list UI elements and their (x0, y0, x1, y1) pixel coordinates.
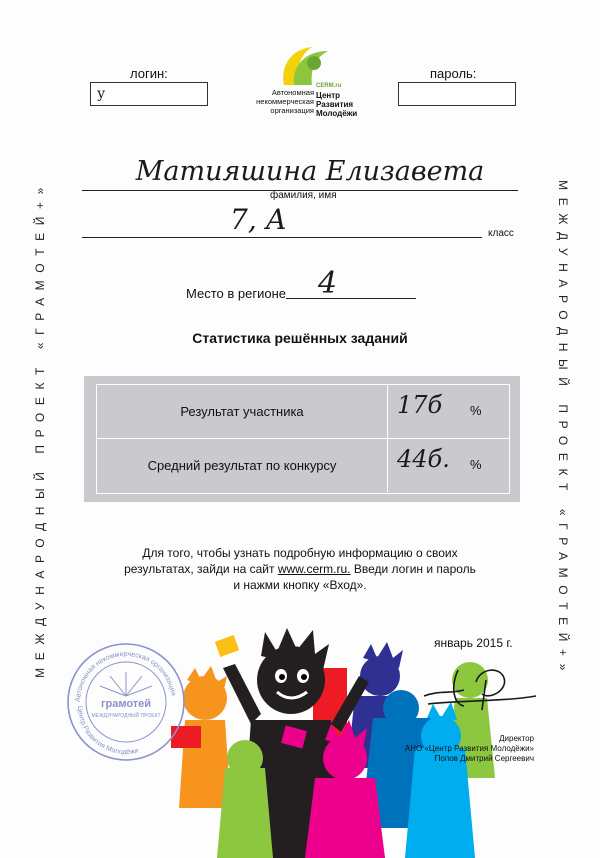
logo-line2: Развития (316, 100, 354, 109)
info-text (80, 545, 520, 593)
participant-unit: % (470, 403, 482, 418)
average-label: Средний результат по конкурсу (97, 439, 388, 492)
stats-table (96, 384, 510, 494)
stats-title: Статистика решённых заданий (192, 330, 408, 346)
stamp-top-text: Автономная некоммерческая организация (74, 650, 177, 703)
info-line2: результатах, зайди на сайт www.cerm.ru. Введи логин и пароль (124, 562, 476, 576)
logo-text (316, 82, 357, 118)
sig-org: АНО «Центр Развития Молодёжи» (404, 744, 534, 753)
stats-row-average (97, 439, 509, 492)
login-field[interactable] (90, 82, 208, 106)
date: январь 2015 г. (434, 636, 513, 650)
login-value: у (97, 86, 106, 102)
stamp-sub-text: МЕЖДУНАРОДНЫЙ ПРОЕКТ (91, 713, 161, 719)
org-line2: некоммерческая (256, 97, 314, 106)
side-text-right: МЕЖДУНАРОДНЫЙ ПРОЕКТ «ГРАМОТЕЙ+» (556, 180, 571, 678)
student-grade: 7, А (230, 203, 287, 236)
org-caption (254, 88, 314, 115)
stamp-bottom-text: Центр Развития Молодёжи (75, 705, 140, 757)
average-unit: % (470, 457, 482, 472)
logo-line3: Молодёжи (316, 109, 358, 118)
average-value: 44б. (397, 445, 450, 473)
org-line1: Автономная (271, 88, 314, 97)
student-name: Матияшина Елизавета (135, 156, 485, 187)
sig-name: Попов Дмитрий Сергеевич (434, 754, 534, 763)
region-label: Место в регионе (186, 286, 286, 301)
participant-value: 17б (397, 391, 443, 419)
name-caption: фамилия, имя (270, 190, 337, 201)
stamp-seal (64, 640, 188, 764)
stats-row-participant (97, 385, 509, 439)
site-link[interactable]: www.cerm.ru. (277, 562, 351, 576)
org-line3: организация (270, 106, 314, 115)
grade-line (82, 237, 482, 238)
sig-title: Директор (499, 734, 534, 743)
info-line3: и нажми кнопку «Вход». (233, 578, 367, 592)
participant-label: Результат участника (97, 385, 388, 438)
signature-block (398, 734, 534, 764)
signature (420, 660, 540, 712)
stamp-center-text: грамотей (100, 698, 152, 710)
logo-line1: Центр (316, 91, 341, 100)
side-text-left: МЕЖДУНАРОДНЫЙ ПРОЕКТ «ГРАМОТЕЙ+» (33, 180, 48, 678)
region-line (286, 298, 416, 299)
region-place: 4 (318, 266, 338, 301)
login-label: логин: (130, 66, 168, 81)
grade-caption: класс (488, 228, 514, 239)
password-label: пароль: (430, 66, 477, 81)
info-line1: Для того, чтобы узнать подробную информацию о своих (142, 546, 458, 560)
logo-domain: CERM.ru (316, 83, 342, 89)
password-field[interactable] (398, 82, 516, 106)
